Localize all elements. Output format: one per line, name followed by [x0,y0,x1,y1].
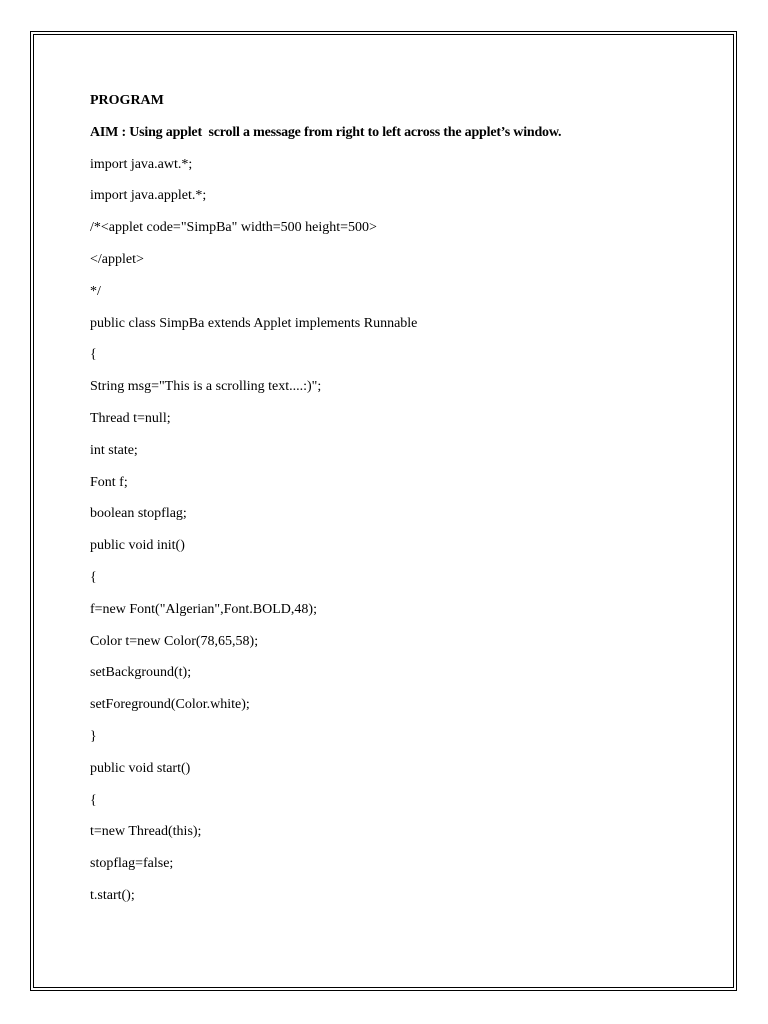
code-line: Thread t=null; [90,410,171,426]
code-line: import java.awt.*; [90,156,193,172]
code-line: boolean stopflag; [90,506,187,522]
code-line: t.start(); [90,887,135,903]
document-body [90,91,710,918]
code-line: String msg="This is a scrolling text....:)"; [90,379,322,395]
code-line: f=new Font("Algerian",Font.BOLD,48); [90,601,317,617]
code-line: public class SimpBa extends Applet implements Runnable [90,315,418,331]
code-line: Font f; [90,474,128,490]
code-line: public void start() [90,760,191,776]
aim-statement: AIM : Using applet scroll a message from right to left across the applet’s window. [90,124,562,140]
code-line: </applet> [90,251,144,267]
code-line: */ [90,283,101,299]
code-line: int state; [90,442,138,458]
code-line: import java.applet.*; [90,188,207,204]
code-line: setBackground(t); [90,665,192,681]
code-line: Color t=new Color(78,65,58); [90,633,259,649]
code-line: { [90,569,97,585]
code-line: } [90,728,97,744]
code-line: setForeground(Color.white); [90,697,250,713]
code-line: { [90,347,97,363]
code-line: /*<applet code="SimpBa" width=500 height=500> [90,220,377,236]
code-line: public void init() [90,538,185,554]
code-line: stopflag=false; [90,856,174,872]
code-line: { [90,792,97,808]
document-heading: PROGRAM [90,93,164,108]
code-line: t=new Thread(this); [90,824,202,840]
